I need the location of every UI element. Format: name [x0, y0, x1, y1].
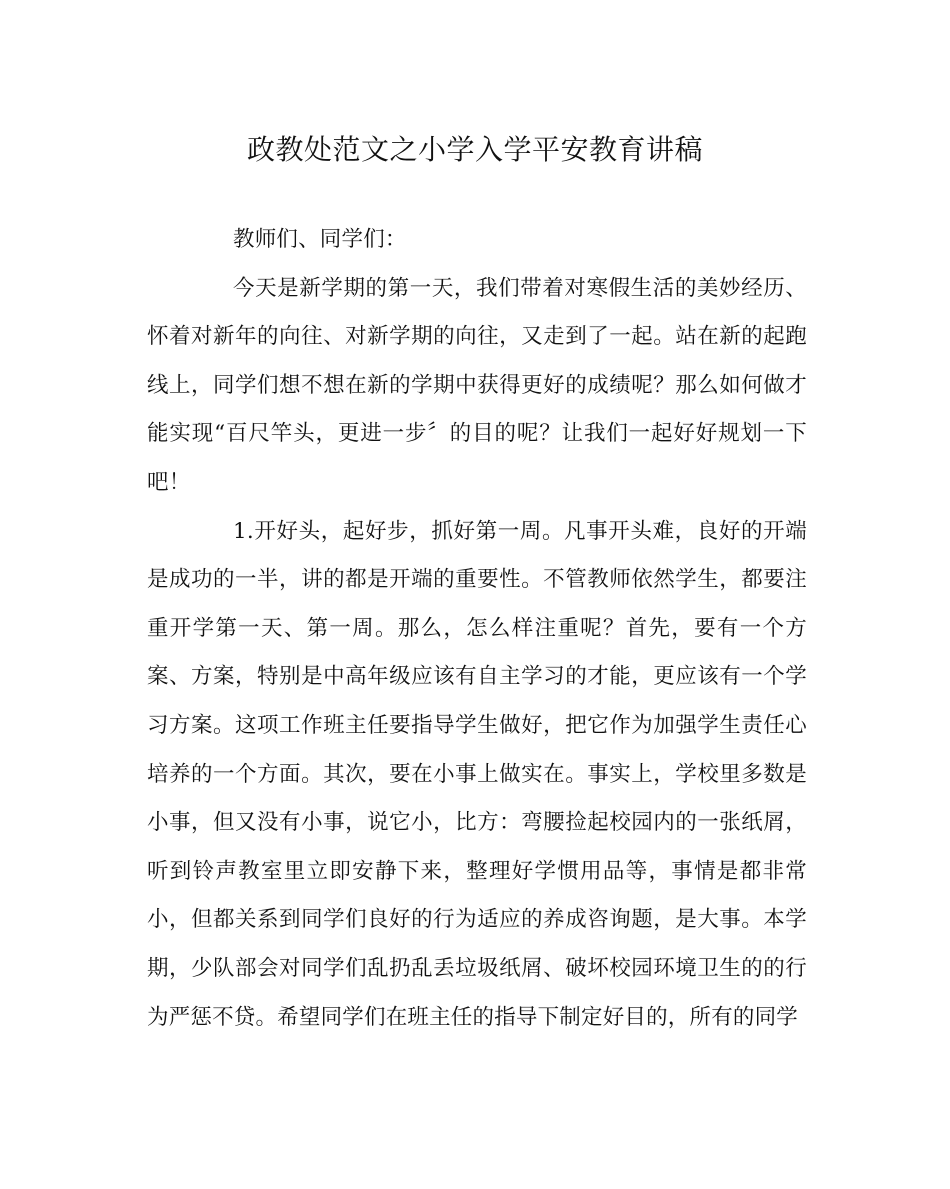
document-title: 政教处范文之小学入学平安教育讲稿 — [246, 133, 703, 166]
paragraph-intro: 今天是新学期的第一天，我们带着对寒假生活的美妙经历、怀着对新年的向往、对新学期的向往，又走到了一起。站在新的起跑线上，同学们想不想在新的学期中获得更好的成绩呢？那么如何做才能实现“百尺竿头，更进一步〞的目的呢？让我们一起好好规划一下吧！ — [147, 275, 807, 495]
salutation: 教师们、同学们： — [233, 227, 407, 252]
document-body — [147, 216, 807, 1042]
paragraph-point-1: 1.开好头，起好步，抓好第一周。凡事开头难，良好的开端是成功的一半，讲的都是开端的重要性。不管教师依然学生，都要注重开学第一天、第一周。那么，怎么样注重呢？首先，要有一个方案、方案，特别是中高年级应该有自主学习的才能，更应该有一个学习方案。这项工作班主任要指导学生做好，把它作为加强学生责任心培养的一个方面。其次，要在小事上做实在。事实上，学校里多数是小事，但又没有小事，说它小，比方：弯腰捡起校园内的一张纸屑，听到铃声教室里立即安静下来，整理好学惯用品等，事情是都非常小，但都关系到同学们良好的行为适应的养成咨询题，是大事。本学期，少队部会对同学们乱扔乱丢垃圾纸屑、破坏校园环境卫生的的行为严惩不贷。希望同学们在班主任的指导下制定好目的，所有的同学 — [147, 518, 807, 1030]
